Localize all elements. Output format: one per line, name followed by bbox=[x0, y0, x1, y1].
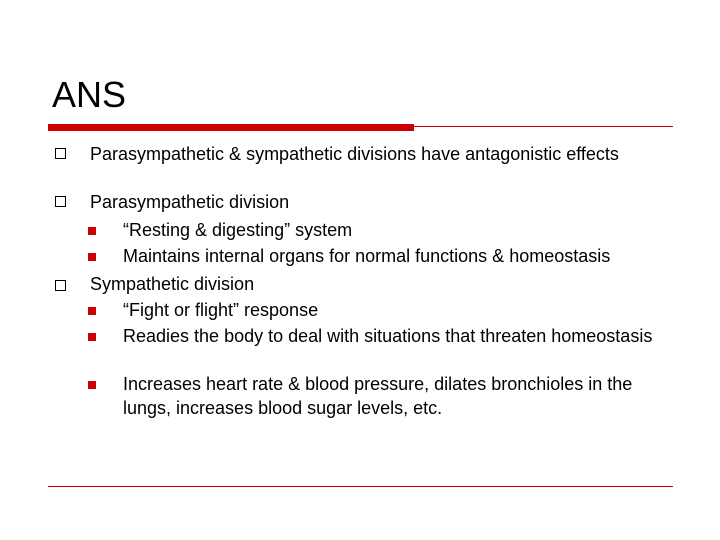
hollow-square-bullet-icon bbox=[55, 148, 66, 159]
red-square-bullet-icon bbox=[88, 227, 96, 235]
sub-bullet-text: “Fight or flight” response bbox=[123, 300, 319, 320]
sub-bullet-text: Readies the body to deal with situations that threaten homeostasis bbox=[123, 326, 653, 346]
bullet-text: Parasympathetic division bbox=[90, 192, 290, 212]
slide-title: ANS bbox=[52, 74, 127, 115]
bullet-text: Sympathetic division bbox=[90, 274, 255, 294]
sub-bullet-text: Increases heart rate & blood pressure, dilates bronchioles in the lungs, increases blood sugar levels, etc. bbox=[123, 374, 633, 418]
footer-rule bbox=[48, 486, 673, 487]
red-square-bullet-icon bbox=[88, 333, 96, 341]
sub-bullet-text: Maintains internal organs for normal functions & homeostasis bbox=[123, 246, 611, 266]
red-square-bullet-icon bbox=[88, 381, 96, 389]
title-underline-thick bbox=[48, 124, 414, 131]
red-square-bullet-icon bbox=[88, 253, 96, 261]
bullet-text: Parasympathetic & sympathetic divisions have antagonistic effects bbox=[90, 144, 619, 164]
red-square-bullet-icon bbox=[88, 307, 96, 315]
title-underline-thin bbox=[414, 126, 673, 127]
sub-bullet-text: “Resting & digesting” system bbox=[123, 220, 353, 240]
hollow-square-bullet-icon bbox=[55, 196, 66, 207]
hollow-square-bullet-icon bbox=[55, 280, 66, 291]
